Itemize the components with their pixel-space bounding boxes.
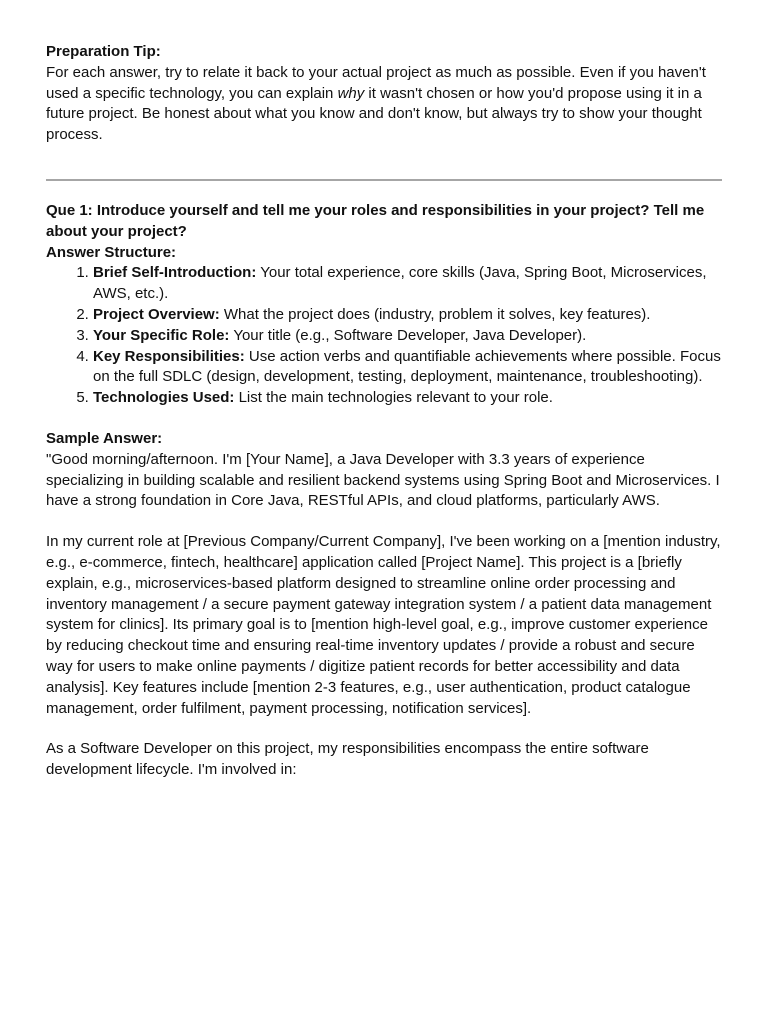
preparation-tip-text	[46, 63, 722, 146]
sample-answer-paragraph: As a Software Developer on this project, my responsibilities encompass the entire software development lifecycle. I'm involved in:	[46, 740, 649, 779]
list-item	[93, 305, 722, 326]
tip-text-after: it wasn't chosen or how you'd propose using it in a future project. Be honest about what you know and don't know, but always try to show your thought process.	[46, 84, 702, 144]
sample-answer-heading: Sample Answer:	[46, 429, 163, 447]
list-item-label: Key Responsibilities:	[93, 347, 245, 365]
preparation-tip-heading: Preparation Tip:	[46, 43, 161, 60]
list-item	[93, 347, 722, 389]
answer-structure-heading: Answer Structure:	[46, 243, 177, 261]
list-item	[93, 388, 722, 409]
list-item-label: Project Overview:	[93, 305, 220, 323]
tip-text-before: For each answer, try to relate it back to your actual project as much as possible. Even if you haven't used a specific technology, you can explain	[46, 63, 706, 102]
list-item-label: Your Specific Role:	[93, 326, 230, 344]
list-item-text: What the project does (industry, problem it solves, key features).	[219, 305, 651, 323]
sample-answer-paragraph: In my current role at [Previous Company/Current Company], I've been working on a [mention industry, e.g., e-commerce, fintech, healthcare] application called [Project Name]. This project is a [briefly explain, e.g., microservices-based platform designed to streamline online order processing and inventory management / a secure payment gateway integration system / a patient data management system for clinics]. Its primary goal is to [mention high-level goal, e.g., improve customer experience by reducing checkout time and ensuring real-time inventory updates / provide a robust and secure way for users to make online payments / digitize patient records for better accessibility and data analysis]. Key features include [mention 2-3 features, e.g., user authentication, product catalogue management, order fulfilment, payment processing, notification services].	[46, 533, 721, 717]
list-item	[93, 263, 722, 305]
list-item-text: List the main technologies relevant to your role.	[234, 389, 553, 407]
tip-text-emphasis: why	[337, 84, 365, 102]
question-1: Que 1: Introduce yourself and tell me your roles and responsibilities in your project? Tell me about your project?	[46, 201, 705, 240]
list-item	[93, 326, 722, 347]
section-divider	[46, 179, 722, 181]
list-item-label: Technologies Used:	[93, 389, 235, 407]
list-item-text: Your total experience, core skills (Java, Spring Boot, Microservices, AWS, etc.).	[93, 264, 707, 303]
list-item-label: Brief Self-Introduction:	[93, 264, 257, 282]
answer-structure-list	[46, 263, 722, 409]
list-item-text: Use action verbs and quantifiable achievements where possible. Focus on the full SDLC (design, development, testing, deployment, maintenance, troubleshooting).	[93, 347, 721, 386]
sample-answer-paragraph: "Good morning/afternoon. I'm [Your Name], a Java Developer with 3.3 years of experience specializing in building scalable and resilient backend systems using Spring Boot and Microservices. I have a strong foundation in Core Java, RESTful APIs, and cloud platforms, particularly AWS.	[46, 450, 720, 510]
list-item-text: Your title (e.g., Software Developer, Java Developer).	[229, 326, 587, 344]
